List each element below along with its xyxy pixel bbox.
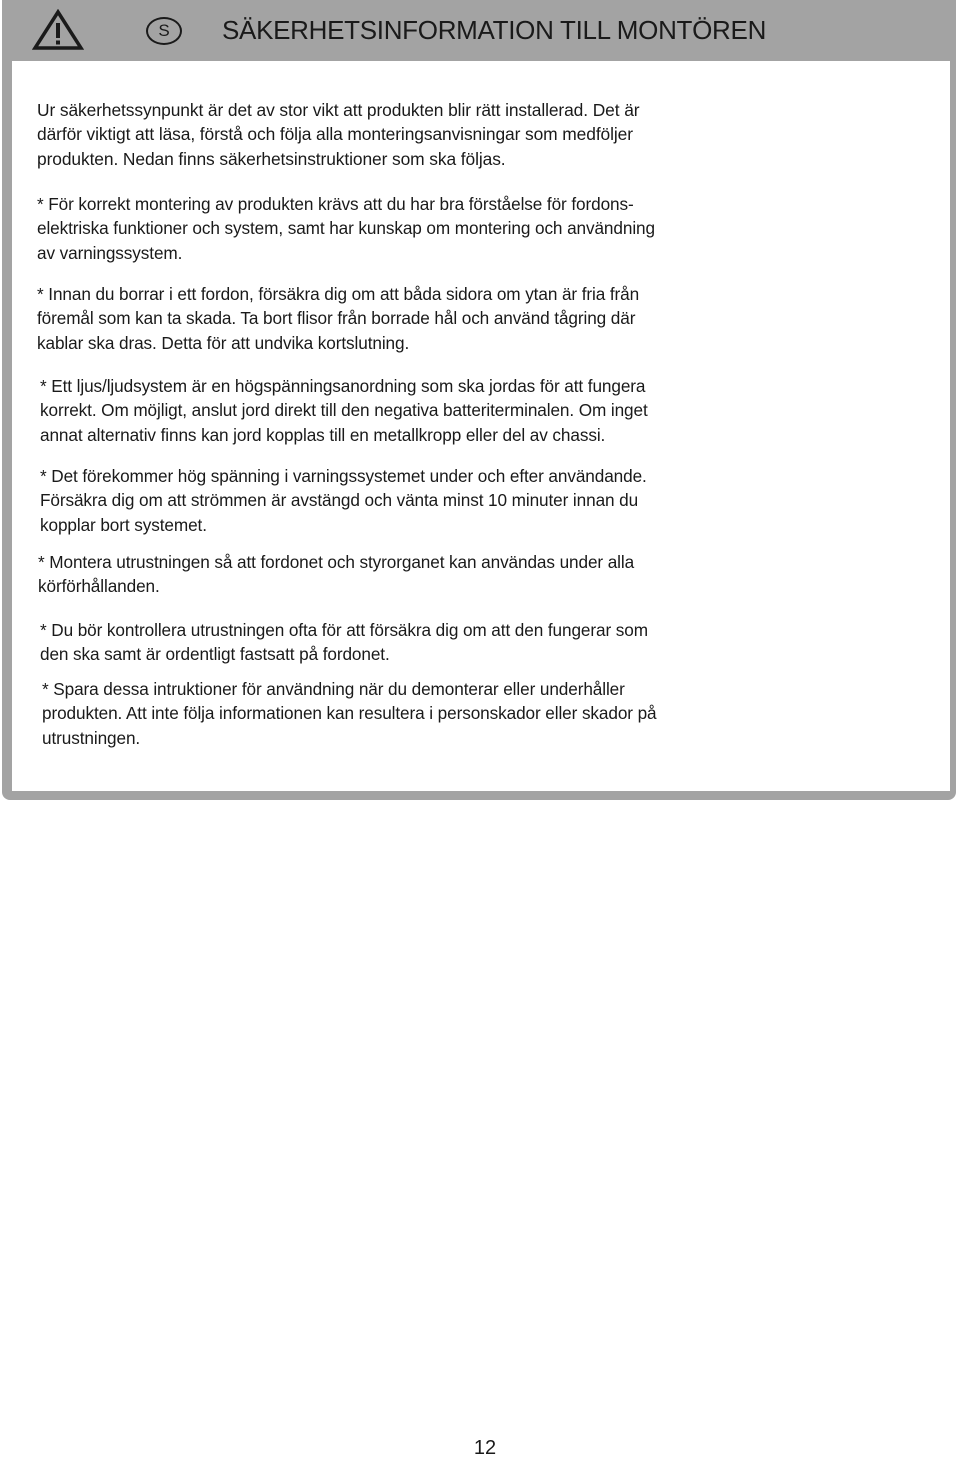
- page-title: SÄKERHETSINFORMATION TILL MONTÖREN: [222, 15, 767, 45]
- safety-item: * För korrekt montering av produkten krävs att du har bra förståelse för fordons- elektriska funktioner och system, samt har kunskap om montering och användning av varningssystem.: [37, 194, 655, 263]
- safety-item: * Det förekommer hög spänning i varningssystemet under och efter användande. Försäkra dig om att strömmen är avstängd och vänta minst 10 minuter innan du kopplar bort systemet.: [40, 466, 647, 535]
- page-number: 12: [473, 1437, 497, 1459]
- safety-info-panel: [2, 0, 956, 800]
- warning-triangle-icon: [32, 9, 84, 51]
- language-badge: S: [146, 17, 182, 45]
- safety-item: * Ett ljus/ljudsystem är en högspänningsanordning som ska jordas för att fungera korrekt. Om möjligt, anslut jord direkt till den negativa batteriterminalen. Om inget annat alternativ finns kan jord kopplas till en metallkropp eller del av chassi.: [40, 376, 648, 445]
- intro-paragraph: Ur säkerhetssynpunkt är det av stor vikt att produkten blir rätt installerad. Det är därför viktigt att läsa, förstå och följa alla monteringsanvisningar som medföljer produkten. Nedan finns säkerhetsinstruktioner som ska följas.: [37, 100, 640, 169]
- content-area: [12, 61, 950, 791]
- safety-item: * Innan du borrar i ett fordon, försäkra dig om att båda sidora om ytan är fria från föremål som kan ta skada. Ta bort flisor från borrade hål och använd tågring där kablar ska dras. Detta för att undvika kortslutning.: [37, 284, 640, 353]
- safety-item: * Spara dessa intruktioner för användning när du demonterar eller underhåller produkten. Att inte följa informationen kan resultera i personskador eller skador på utrustningen.: [42, 679, 657, 748]
- safety-item: * Montera utrustningen så att fordonet och styrorganet kan användas under alla körförhållanden.: [38, 552, 635, 597]
- panel-header: [2, 0, 956, 60]
- safety-item: * Du bör kontrollera utrustningen ofta för att försäkra dig om att den fungerar som den ska samt är ordentligt fastsatt på fordonet.: [40, 620, 648, 665]
